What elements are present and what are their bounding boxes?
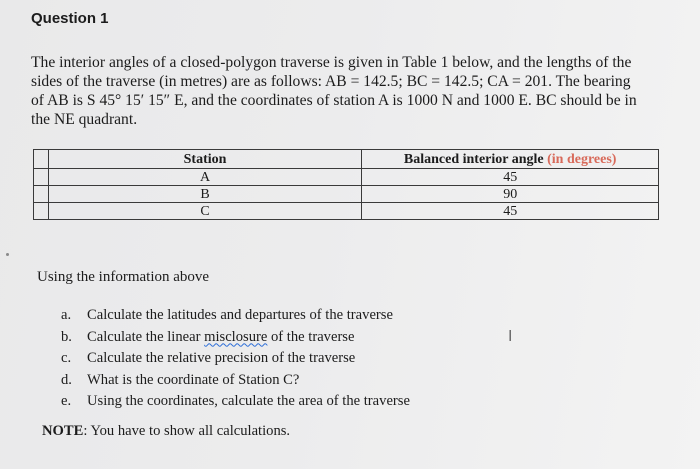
spellcheck-word: misclosure (204, 328, 268, 345)
task-text: Calculate the relative precision of the traverse (87, 350, 356, 366)
info-heading: Using the information above (37, 269, 210, 285)
list-marker: d. (61, 371, 72, 388)
station-cell: A (48, 169, 362, 186)
list-marker: b. (61, 328, 72, 345)
station-column-header: Station (48, 150, 362, 169)
table-blank-cell (34, 203, 49, 220)
bullet-dot-mark (6, 253, 9, 256)
table-blank-cell (34, 150, 49, 169)
list-item (61, 327, 410, 349)
angle-unit-label: (in degrees) (547, 151, 617, 167)
angle-cell: 45 (362, 203, 659, 220)
paragraph-line: sides of the traverse (in metres) are as follows: AB = 142.5; BC = 142.5; CA = 201. The bearing (31, 73, 631, 90)
question-title: Question 1 (31, 10, 109, 27)
table-blank-cell (34, 186, 49, 203)
list-marker: e. (61, 393, 72, 409)
angle-cell: 45 (362, 169, 659, 186)
paragraph-line: The interior angles of a closed-polygon traverse is given in Table 1 below, and the lengths of the (31, 54, 632, 71)
task-text: What is the coordinate of Station C? (87, 371, 300, 388)
angle-header-label: Balanced interior angle (403, 151, 544, 167)
note-label: NOTE (42, 423, 84, 439)
table-row (34, 203, 659, 220)
task-list (61, 305, 410, 413)
note-text: : You have to show all calculations. (83, 423, 291, 439)
task-text: Calculate the linear (87, 328, 205, 345)
table-row (34, 169, 659, 186)
angle-cell: 90 (362, 186, 659, 203)
interior-angles-table (33, 149, 659, 220)
list-marker: a. (61, 307, 72, 323)
station-cell: C (48, 203, 362, 220)
table-row (34, 186, 659, 203)
list-item (61, 348, 410, 370)
paragraph-line: of AB is S 45° 15′ 15″ E, and the coordinates of station A is 1000 N and 1000 E. BC should be in (31, 92, 637, 109)
list-item (61, 391, 410, 413)
task-text: Using the coordinates, calculate the area of the traverse (87, 393, 410, 409)
angle-column-header (362, 150, 659, 169)
list-item (61, 370, 410, 392)
station-cell: B (48, 186, 362, 203)
list-marker: c. (61, 350, 72, 366)
paragraph-line: the NE quadrant. (31, 111, 138, 128)
question-paragraph (31, 53, 671, 129)
task-text: Calculate the latitudes and departures of the traverse (87, 307, 393, 323)
task-text: of the traverse (267, 328, 355, 345)
text-cursor-icon: I (508, 328, 513, 345)
note-line (42, 423, 290, 440)
list-item (61, 305, 410, 327)
table-header-row (34, 150, 659, 169)
table-blank-cell (34, 169, 49, 186)
